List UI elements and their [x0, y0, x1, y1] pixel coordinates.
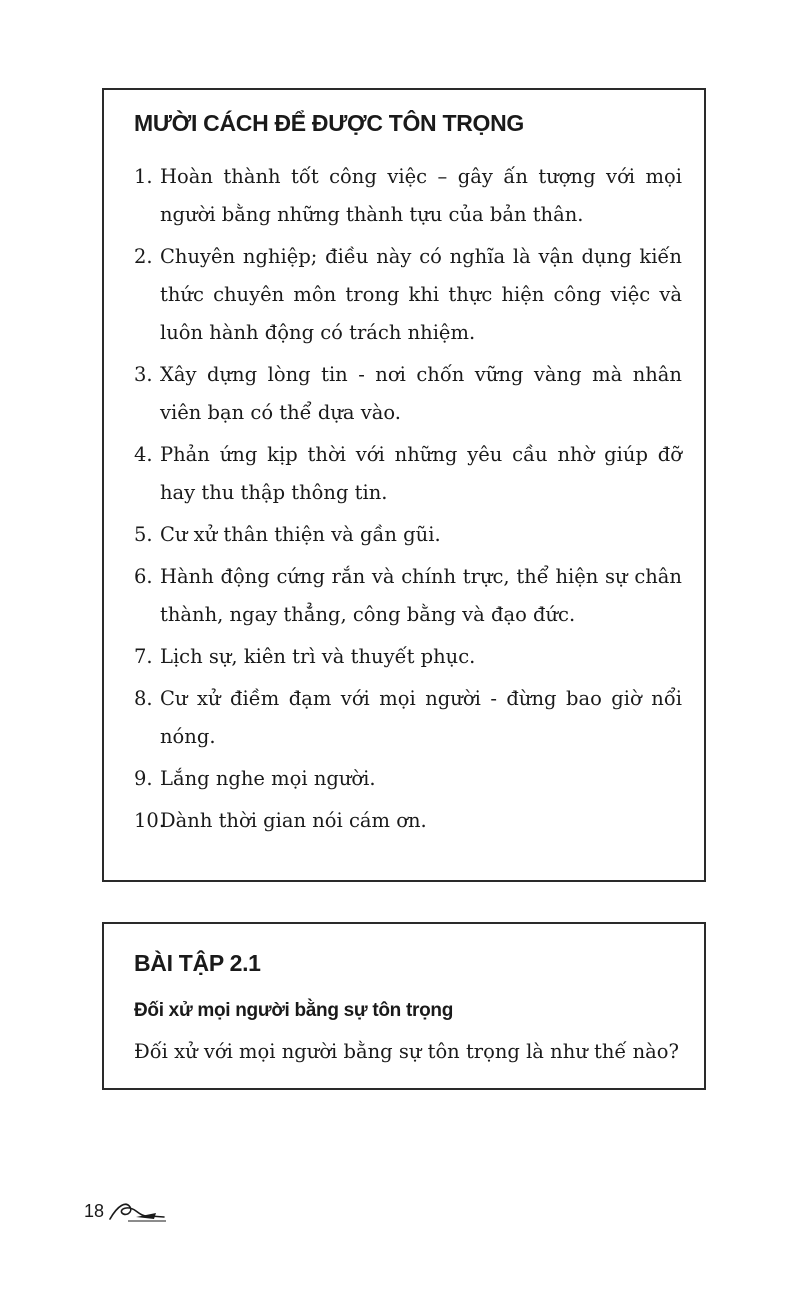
ten-ways-title: MƯỜI CÁCH ĐỂ ĐƯỢC TÔN TRỌNG [134, 110, 525, 136]
list-item: 8. Cư xử điềm đạm với mọi người - đừng bao giờ nổi nóng. [134, 687, 682, 748]
list-item: 10. Dành thời gian nói cám ơn. [134, 809, 427, 832]
exercise-title: BÀI TẬP 2.1 [134, 950, 261, 976]
list-item: 2. Chuyên nghiệp; điều này có nghĩa là vận dụng kiến thức chuyên môn trong khi thực hiện công việc và luôn hành động có trách nhiệm. [134, 245, 682, 344]
page-number: 18 [84, 1201, 105, 1221]
list-item: 5. Cư xử thân thiện và gần gũi. [134, 523, 441, 546]
list-item: 1. Hoàn thành tốt công việc – gây ấn tượng với mọi người bằng những thành tựu của bản thân. [134, 165, 682, 226]
list-item: 7. Lịch sự, kiên trì và thuyết phục. [134, 645, 476, 668]
list-item: 9. Lắng nghe mọi người. [134, 767, 376, 790]
ten-ways-list [134, 158, 682, 844]
list-item: 6. Hành động cứng rắn và chính trực, thể hiện sự chân thành, ngay thẳng, công bằng và đạo đức. [134, 565, 682, 626]
list-item: 4. Phản ứng kịp thời với những yêu cầu nhờ giúp đỡ hay thu thập thông tin. [134, 443, 682, 504]
list-item: 3. Xây dựng lòng tin - nơi chốn vững vàng mà nhân viên bạn có thể dựa vào. [134, 363, 682, 424]
exercise-subtitle: Đối xử mọi người bằng sự tôn trọng [134, 1000, 454, 1021]
exercise-question: Đối xử với mọi người bằng sự tôn trọng là như thế nào? [134, 1040, 679, 1063]
quill-flourish-icon [108, 1197, 168, 1227]
